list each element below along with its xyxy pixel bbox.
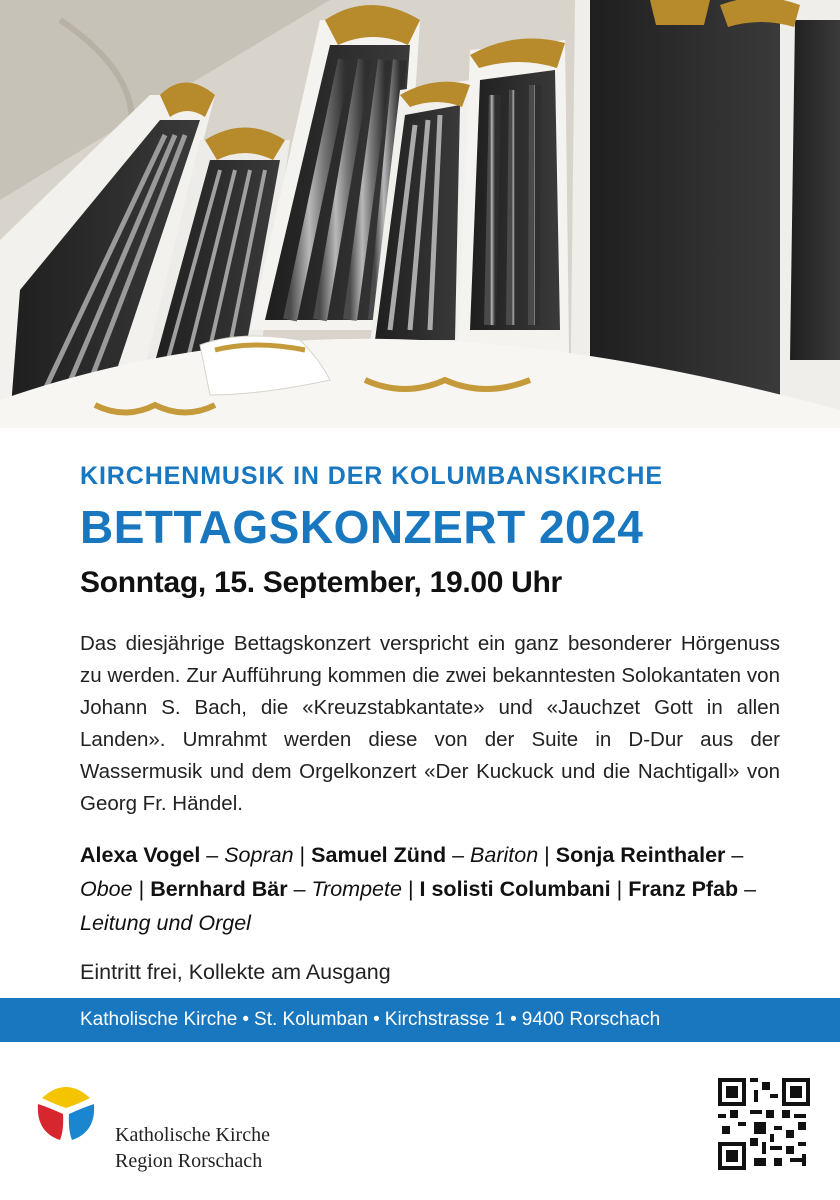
performer-role: Oboe: [80, 877, 133, 901]
performer-role: Leitung und Orgel: [80, 911, 251, 935]
event-title: BETTAGSKONZERT 2024: [80, 501, 644, 553]
performer-name: Sonja Reinthaler: [555, 843, 726, 867]
performer-role: Sopran: [224, 843, 294, 867]
address-part: Kirchstrasse 1: [384, 1009, 506, 1030]
organ-illustration: [0, 0, 840, 428]
performer-name: Franz Pfab: [628, 877, 739, 901]
separator: |: [299, 843, 306, 867]
separator: |: [616, 877, 623, 901]
performer-role: Trompete: [311, 877, 402, 901]
org-line-2: Region Rorschach: [115, 1150, 263, 1172]
bullet-separator: •: [242, 1009, 250, 1030]
church-logo-icon: [34, 1078, 98, 1142]
performer-name: Samuel Zünd: [311, 843, 447, 867]
address-line: [80, 1009, 660, 1031]
address-part: 9400 Rorschach: [521, 1009, 661, 1030]
performer-name: Bernhard Bär: [150, 877, 288, 901]
address-part: Katholische Kirche: [80, 1009, 238, 1030]
entry-info: Eintritt frei, Kollekte am Ausgang: [80, 960, 391, 984]
separator: |: [138, 877, 145, 901]
org-line-1: Katholische Kirche: [115, 1124, 270, 1146]
kicker-heading: KIRCHENMUSIK IN DER KOLUMBANSKIRCHE: [80, 462, 663, 490]
address-bar: [0, 998, 840, 1042]
separator: |: [407, 877, 414, 901]
performer-role: Bariton: [470, 843, 539, 867]
address-part: St. Kolumban: [254, 1009, 369, 1030]
organization-name: [115, 1122, 270, 1174]
separator: |: [544, 843, 550, 867]
performer-name: Alexa Vogel: [80, 843, 201, 867]
performer-name: I solisti Columbani: [419, 877, 611, 901]
event-description: Das diesjährige Bettagskonzert verspricht ein ganz besonderer Hörgenuss zu werden. Zur Aufführung kommen die zwei bekanntesten Solokantaten von Johann S. Bach, die «Kreuzstabkantate» und «Jauchzet Gott in allen Landen». Umrahmt werden diese von der Suite in D-Dur aus der Wassermusik und dem Orgelkonzert «Der Kuckuck und die Nachtigall» von Georg Fr. Händel.: [80, 632, 780, 815]
bullet-separator: •: [510, 1009, 517, 1030]
performer-list: Alexa Vogel – Sopran | Samuel Zünd – Bariton | Sonja Reinthaler –Oboe | Bernhard Bär – Trompete | I solisti Columbani | Franz Pfab – Leitung und Orgel: [80, 843, 757, 935]
qr-code-icon[interactable]: [718, 1078, 810, 1170]
hero-organ-image: [0, 0, 840, 428]
event-date: Sonntag, 15. September, 19.00 Uhr: [80, 566, 562, 599]
bullet-separator: •: [373, 1009, 380, 1030]
